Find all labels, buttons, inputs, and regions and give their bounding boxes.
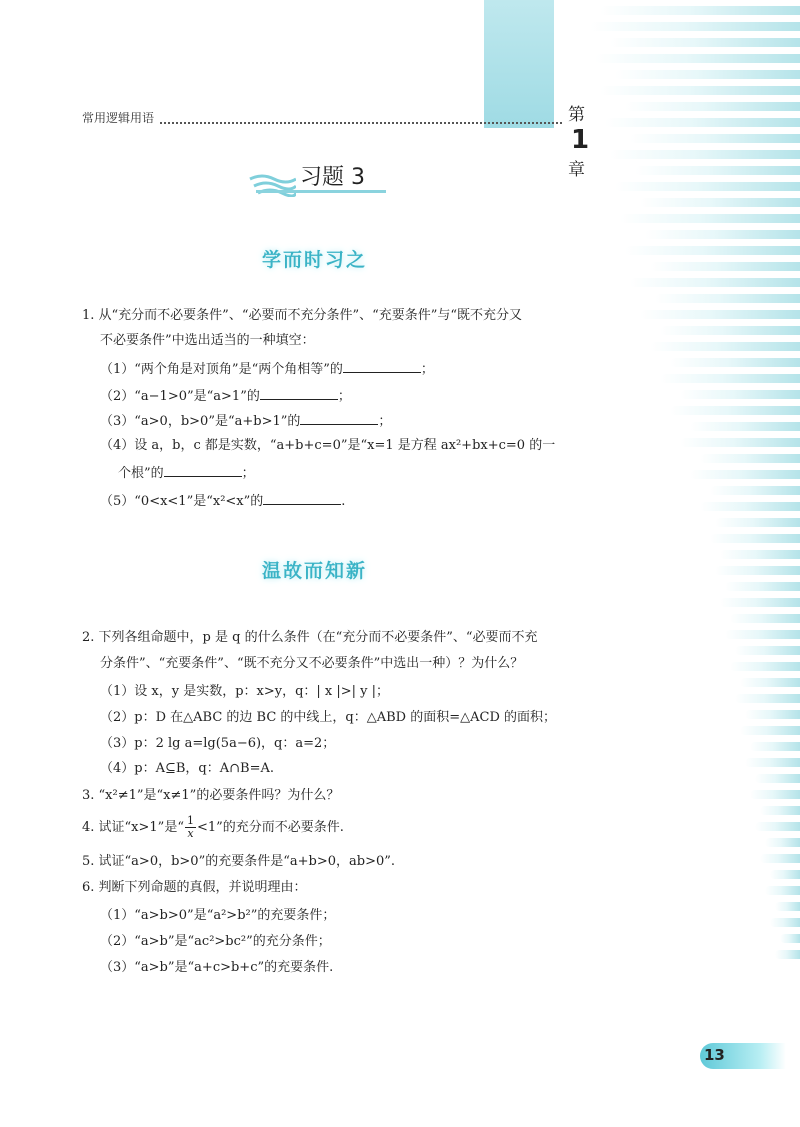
q1-item-3-text: （3）“a>0，b>0”是“a+b>1”的: [100, 414, 301, 429]
q3-line: 3. “x²≠1”是“x≠1”的必要条件吗？为什么？: [82, 788, 340, 803]
q1-item-5-text: （5）“0<x<1”是“x²<x”的: [100, 494, 264, 509]
q6-line: 6. 判断下列命题的真假，并说明理由：: [82, 880, 307, 895]
chapter-suffix: 章: [568, 160, 585, 180]
q2-item-3: （3）p：2 lg a=lg(5a−6)，q：a=2；: [100, 736, 336, 751]
q4-text-pre: 4. 试证“x>1”是“: [82, 820, 184, 835]
q1-item-3-end: ；: [378, 414, 392, 429]
decorative-stripes: [585, 0, 800, 1127]
q4-fraction-numerator: 1: [186, 814, 194, 827]
q1-item-2: [100, 387, 351, 406]
q1-item-2-end: ；: [337, 389, 351, 404]
q1-item-5-end: .: [341, 494, 346, 509]
q4-fraction: [185, 815, 196, 840]
answer-blank[interactable]: [263, 492, 341, 505]
q1-item-1: [100, 360, 434, 379]
q2-line-1: 2. 下列各组命题中，p 是 q 的什么条件（在“充分而不必要条件”、“必要而不充: [82, 630, 538, 645]
page-number: 13: [704, 1046, 725, 1064]
subsection-title-2: 温故而知新: [262, 560, 368, 582]
q6-item-2: （2）“a>b”是“ac²>bc²”的充分条件；: [100, 934, 331, 949]
chapter-number: 1: [571, 125, 590, 155]
q4-line: [82, 815, 344, 840]
q5-line: 5. 试证“a>0，b>0”的充要条件是“a+b>0，ab>0”.: [82, 854, 396, 869]
q4-text-post: <1”的充分而不必要条件.: [196, 820, 344, 835]
q2-line-2: 分条件”、“充要条件”、“既不充分又不必要条件”中选出一种）？为什么？: [100, 656, 524, 671]
q1-item-4-end: ；: [241, 466, 255, 481]
q1-item-3: [100, 412, 391, 431]
chapter-prefix: 第: [568, 105, 585, 125]
q1-item-4-line-2: [118, 464, 255, 483]
q1-line-1: 1. 从“充分而不必要条件”、“必要而不充分条件”、“充要条件”与“既不充分又: [82, 308, 523, 323]
header-title: 常用逻辑用语: [82, 111, 155, 125]
q4-fraction-denominator: x: [187, 827, 194, 840]
q1-item-4-line-1: （4）设 a，b，c 都是实数，“a+b+c=0”是“x=1 是方程 ax²+bx+c=0 的一: [100, 438, 556, 453]
wave-decoration-icon: [248, 173, 296, 197]
q2-item-4: （4）p：A⊆B，q：A∩B=A.: [100, 761, 274, 776]
q1-line-2: 不必要条件”中选出适当的一种填空：: [100, 333, 315, 348]
q1-item-5: [100, 492, 345, 511]
q1-item-1-text: （1）“两个角是对顶角”是“两个角相等”的: [100, 362, 343, 377]
q2-item-2: （2）p：D 在△ABC 的边 BC 的中线上，q：△ABD 的面积=△ACD 的面积；: [100, 710, 557, 725]
answer-blank[interactable]: [260, 387, 338, 400]
q6-item-3: （3）“a>b”是“a+c>b+c”的充要条件.: [100, 960, 334, 975]
q1-item-4-text: 个根”的: [118, 466, 164, 481]
chapter-label: [568, 100, 592, 180]
subsection-title-1: 学而时习之: [262, 249, 368, 271]
q1-item-1-end: ；: [420, 362, 434, 377]
answer-blank[interactable]: [164, 464, 242, 477]
section-title: 习题 3: [300, 165, 365, 190]
page-number-badge: [700, 1043, 786, 1069]
header-dot-leader: [160, 106, 562, 124]
q1-item-2-text: （2）“a−1>0”是“a>1”的: [100, 389, 260, 404]
section-underline: [256, 190, 386, 193]
q2-item-1: （1）设 x，y 是实数，p：x>y，q：| x |>| y |；: [100, 684, 390, 699]
answer-blank[interactable]: [300, 412, 378, 425]
q6-item-1: （1）“a>b>0”是“a²>b²”的充要条件；: [100, 908, 336, 923]
answer-blank[interactable]: [343, 360, 421, 373]
